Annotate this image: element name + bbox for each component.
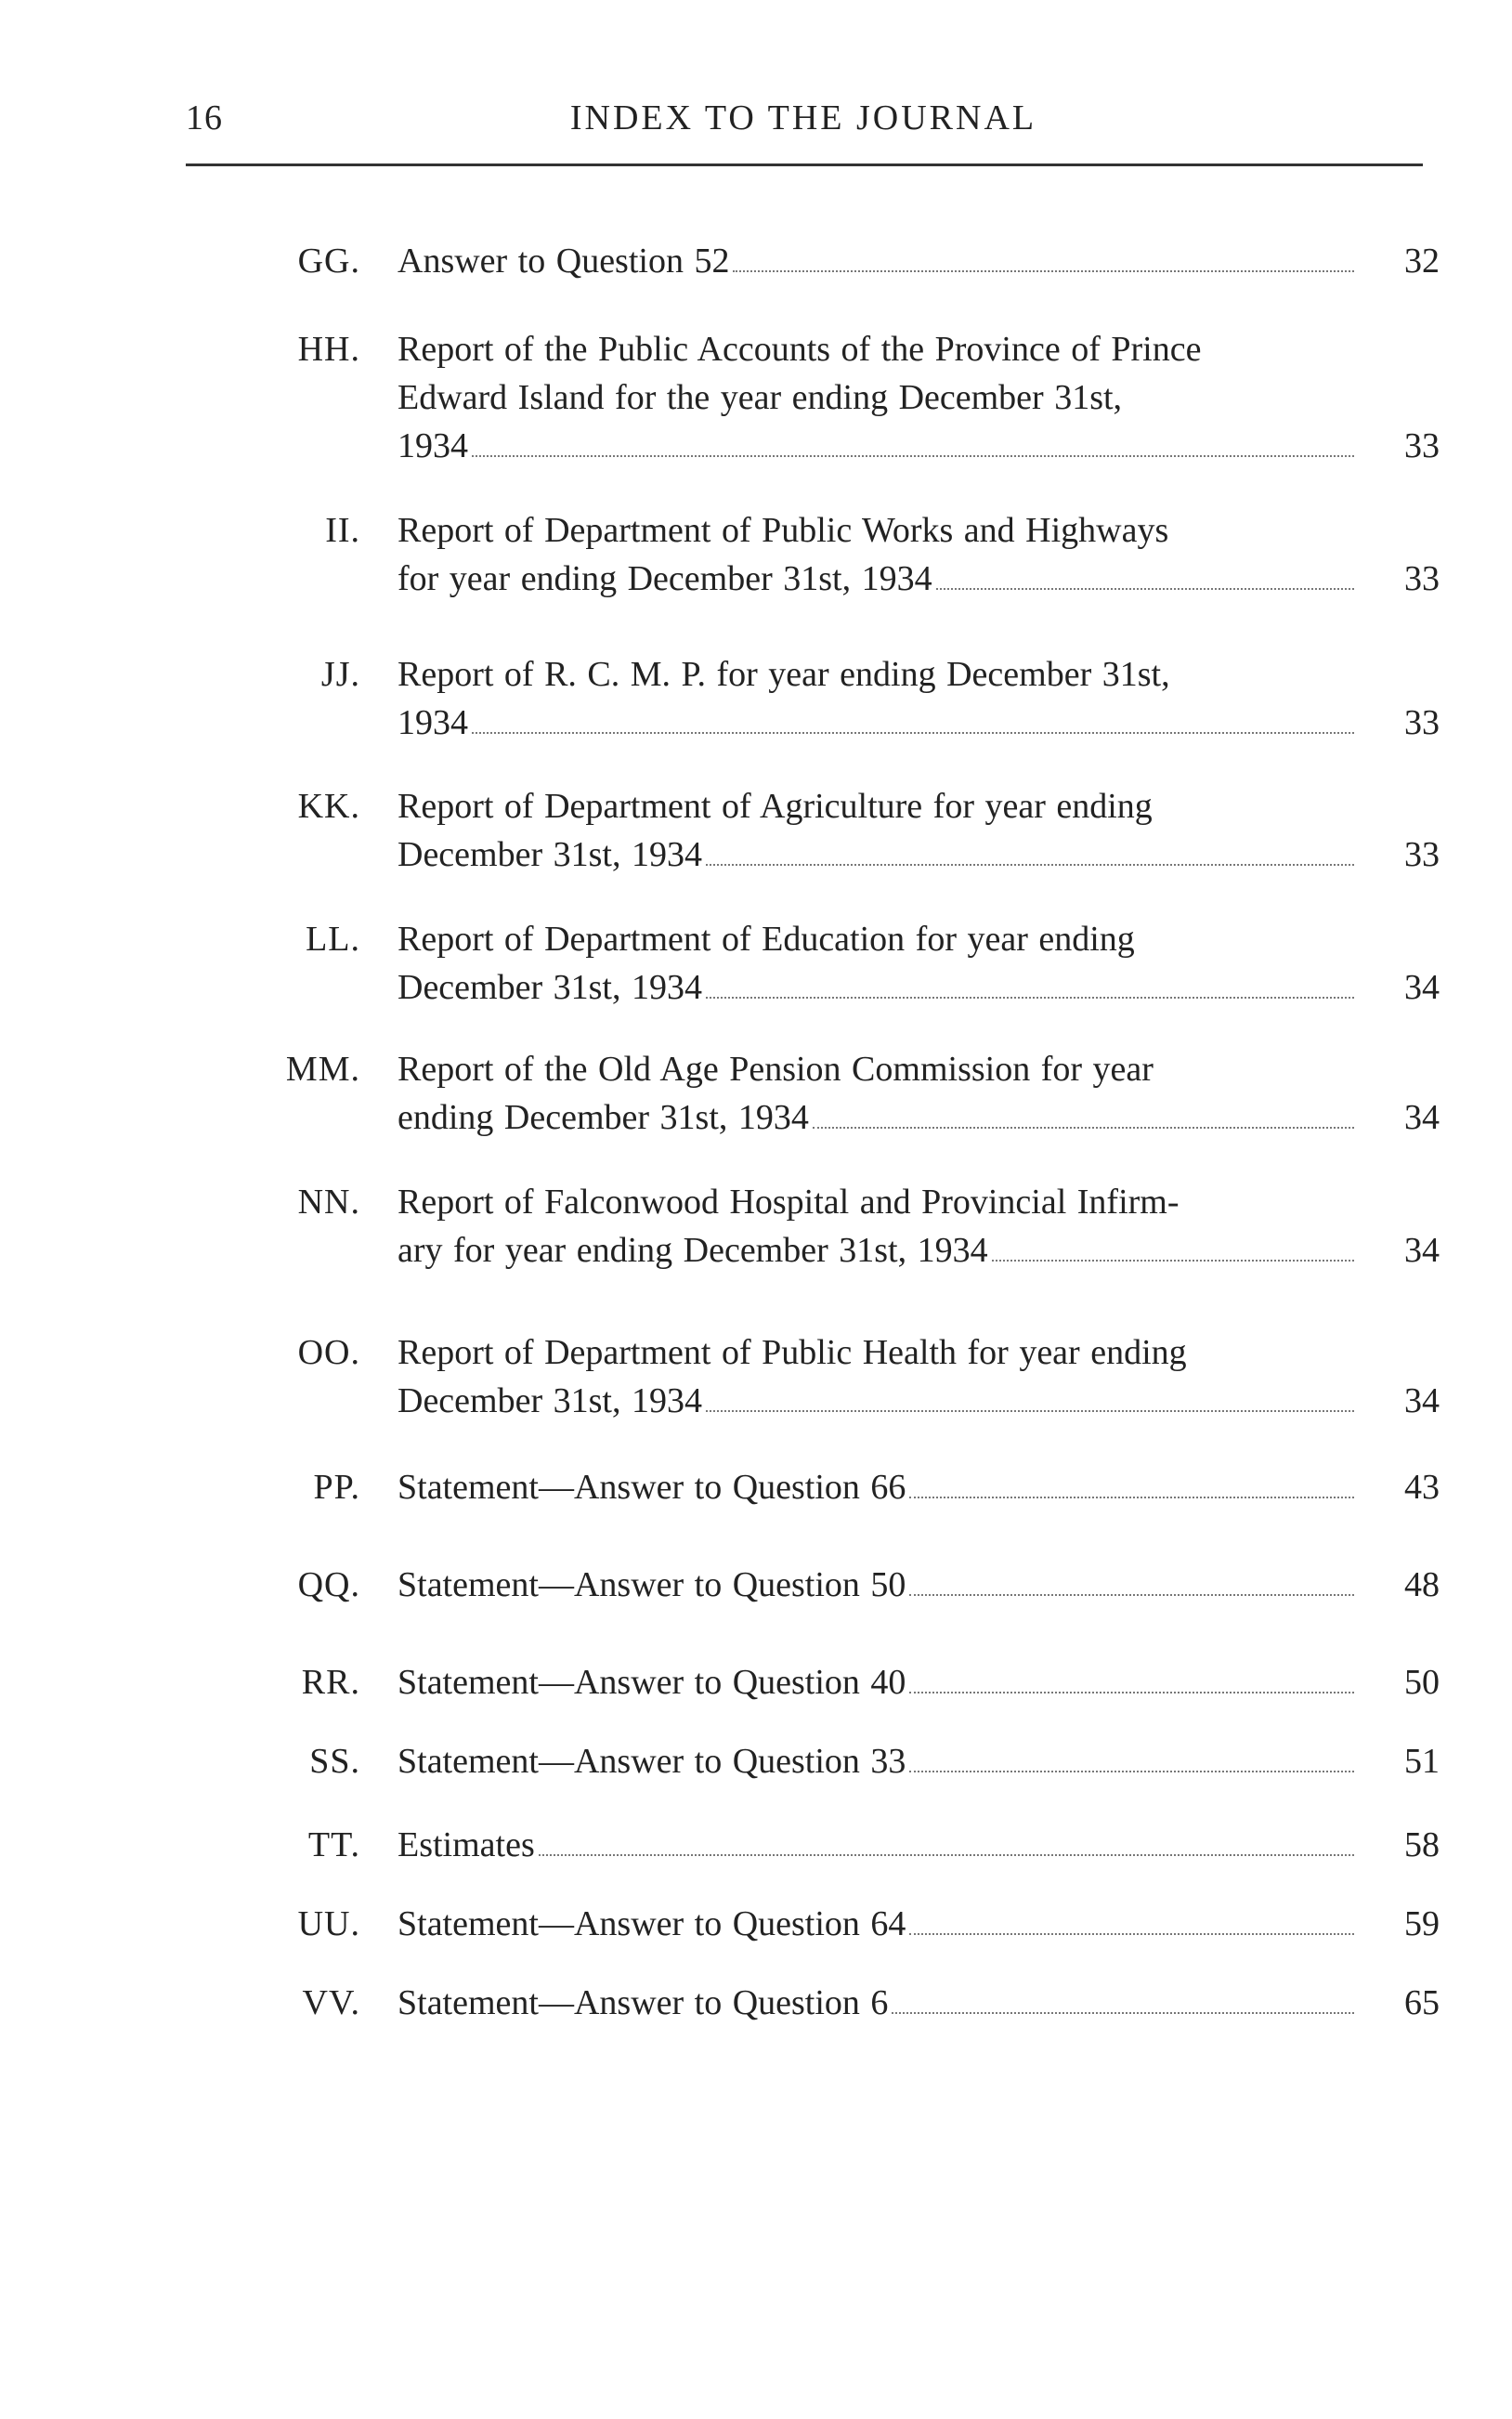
entry-title-line: Statement—Answer to Question 64 <box>398 1904 906 1943</box>
entry-title-line: Report of the Old Age Pension Commission for year <box>398 1050 1154 1089</box>
entry-label: TT. <box>307 1825 360 1864</box>
entry-title-last-line <box>398 237 1363 285</box>
entry-title-last-line <box>398 1979 1363 2027</box>
entry-title-line: Report of Department of Agriculture for year ending <box>398 787 1153 826</box>
dot-leader <box>706 1410 1354 1412</box>
entry-page-number: 32 <box>1404 242 1440 281</box>
entry-page-number: 58 <box>1404 1825 1440 1864</box>
entry-title-line: Statement—Answer to Question 40 <box>398 1663 906 1702</box>
entry-title <box>398 1328 1363 1425</box>
dot-leader <box>992 1260 1354 1262</box>
entry-label: MM. <box>285 1050 360 1089</box>
entry-title-line: Report of Department of Public Works and Highways <box>398 511 1169 550</box>
entry-title-last-line <box>398 1226 1363 1275</box>
entry-page-number: 33 <box>1404 703 1440 742</box>
entry-title <box>398 1821 1363 1869</box>
entry-page-number: 43 <box>1404 1468 1440 1507</box>
entry-title <box>398 506 1363 603</box>
dot-leader <box>909 1771 1354 1772</box>
entry-title-line: Statement—Answer to Question 66 <box>398 1468 906 1507</box>
entry-page-number: 65 <box>1404 1983 1440 2022</box>
entry-title <box>398 1463 1363 1511</box>
entry-title-line: Estimates <box>398 1825 535 1864</box>
entry-title-last-line <box>398 1900 1363 1948</box>
entry-page-number: 34 <box>1404 1098 1440 1137</box>
entry-title-line: Answer to Question 52 <box>398 242 730 281</box>
entry-title-last-line <box>398 1093 1363 1142</box>
dot-leader <box>813 1127 1354 1129</box>
entry-title-line: Report of Falconwood Hospital and Provincial Infirm- <box>398 1183 1180 1222</box>
entry-page-number: 33 <box>1404 559 1440 598</box>
entry-title <box>398 1900 1363 1948</box>
entry-label: LL. <box>306 920 360 959</box>
entry-label: NN. <box>297 1183 360 1222</box>
entry-title-last-line <box>398 1821 1363 1869</box>
dot-leader <box>936 588 1354 590</box>
entry-label: KK. <box>297 787 360 826</box>
entry-title-last-line <box>398 1737 1363 1785</box>
dot-leader <box>909 1933 1354 1935</box>
entry-page-number: 33 <box>1404 835 1440 874</box>
entry-title-line: Edward Island for the year ending December 31st, <box>398 378 1123 417</box>
entry-title-last-line <box>398 1658 1363 1706</box>
entry-title-last-line <box>398 1377 1363 1425</box>
entry-title-line: December 31st, 1934 <box>398 835 702 874</box>
page-header <box>186 98 1421 153</box>
entry-title-line: Statement—Answer to Question 50 <box>398 1565 906 1604</box>
entry-title <box>398 1045 1363 1142</box>
entry-title <box>398 1737 1363 1785</box>
entry-title-line: 1934 <box>398 703 468 742</box>
entry-title-last-line <box>398 699 1363 747</box>
entry-title-line: Report of Department of Education for year ending <box>398 920 1135 959</box>
page-number: 16 <box>186 98 223 137</box>
dot-leader <box>909 1497 1354 1498</box>
header-rule <box>186 163 1423 166</box>
entry-title-line: ending December 31st, 1934 <box>398 1098 809 1137</box>
entry-title-line: December 31st, 1934 <box>398 968 702 1007</box>
entry-label: VV. <box>302 1983 360 2022</box>
entry-title <box>398 1178 1363 1275</box>
entry-title-line: 1934 <box>398 426 468 465</box>
dot-leader <box>472 732 1354 734</box>
entry-title-last-line <box>398 555 1363 603</box>
dot-leader <box>539 1854 1354 1856</box>
entry-title <box>398 782 1363 879</box>
dot-leader <box>909 1692 1354 1693</box>
entry-title-last-line <box>398 1561 1363 1609</box>
entry-page-number: 51 <box>1404 1742 1440 1781</box>
entry-title <box>398 650 1363 747</box>
entry-title-line: Statement—Answer to Question 33 <box>398 1742 906 1781</box>
entry-label: HH. <box>297 330 360 369</box>
entry-title <box>398 915 1363 1012</box>
dot-leader <box>706 864 1354 866</box>
dot-leader <box>706 997 1354 999</box>
entry-title <box>398 1561 1363 1609</box>
entry-label: UU. <box>297 1904 360 1943</box>
entry-title-last-line <box>398 963 1363 1012</box>
entry-title <box>398 1979 1363 2027</box>
entry-page-number: 50 <box>1404 1663 1440 1702</box>
entry-label: SS. <box>309 1742 360 1781</box>
entry-title <box>398 1658 1363 1706</box>
entry-label: PP. <box>313 1468 360 1507</box>
entry-label: II. <box>325 511 360 550</box>
entry-title-last-line <box>398 1463 1363 1511</box>
entry-title-line: Report of Department of Public Health for year ending <box>398 1333 1187 1372</box>
entry-label: JJ. <box>320 655 360 694</box>
entry-title-line: December 31st, 1934 <box>398 1381 702 1420</box>
entry-page-number: 48 <box>1404 1565 1440 1604</box>
entry-page-number: 33 <box>1404 426 1440 465</box>
entry-title-last-line <box>398 422 1363 470</box>
entry-page-number: 34 <box>1404 1231 1440 1270</box>
entry-label: GG. <box>297 242 360 281</box>
dot-leader <box>733 270 1354 272</box>
running-head: INDEX TO THE JOURNAL <box>569 98 1037 137</box>
dot-leader <box>909 1594 1354 1596</box>
entry-label: RR. <box>301 1663 360 1702</box>
entry-label: OO. <box>297 1333 360 1372</box>
entry-page-number: 34 <box>1404 968 1440 1007</box>
entry-page-number: 59 <box>1404 1904 1440 1943</box>
entry-title-line: ary for year ending December 31st, 1934 <box>398 1231 988 1270</box>
entry-title-line: Report of R. C. M. P. for year ending December 31st, <box>398 655 1170 694</box>
entry-title-line: Statement—Answer to Question 6 <box>398 1983 889 2022</box>
dot-leader <box>892 2012 1354 2014</box>
dot-leader <box>472 455 1354 457</box>
entry-page-number: 34 <box>1404 1381 1440 1420</box>
entry-title-line: for year ending December 31st, 1934 <box>398 559 932 598</box>
entry-title-last-line <box>398 830 1363 879</box>
entry-title <box>398 325 1363 470</box>
entry-label: QQ. <box>297 1565 360 1604</box>
entry-title-line: Report of the Public Accounts of the Province of Prince <box>398 330 1202 369</box>
entry-title <box>398 237 1363 285</box>
